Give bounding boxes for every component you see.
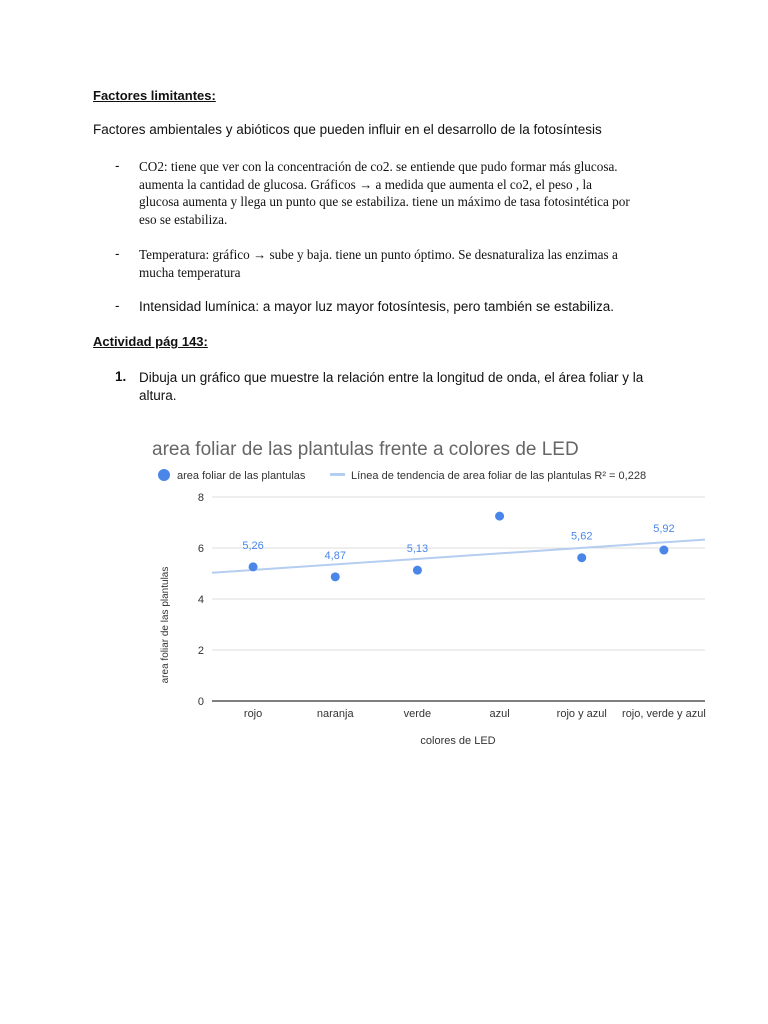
x-tick-label: rojo y azul	[556, 708, 607, 720]
data-label: 5,13	[406, 543, 429, 556]
bullet-line: Intensidad lumínica: a mayor luz mayor fotosíntesis, pero también se estabiliza.	[139, 299, 614, 314]
data-point	[659, 546, 668, 555]
x-tick-label: rojo, verde y azul	[622, 708, 706, 720]
data-point	[495, 512, 504, 521]
bullet-line: CO2: tiene que ver con la concentración de co2. se entiende que pudo formar más glucosa.	[139, 159, 618, 174]
bullet-co2	[139, 158, 679, 228]
data-label: 5,26	[242, 539, 264, 552]
bullet-line: glucosa aumenta y llega un punto que se estabiliza. tiene un máximo de tasa fotosintética por	[139, 194, 630, 209]
x-axis-ticks	[244, 708, 706, 720]
x-tick-label: naranja	[316, 708, 354, 720]
y-tick-label: 2	[197, 645, 204, 657]
leaf-area-chart	[140, 425, 720, 755]
question-line: Dibuja un gráfico que muestre la relación entre la longitud de onda, el área foliar y la	[139, 370, 644, 385]
chart-gridlines	[212, 497, 705, 701]
y-tick-label: 4	[197, 594, 204, 606]
bullet-dash: -	[115, 158, 120, 173]
legend-trendline-marker	[330, 473, 345, 476]
data-label: 4,87	[324, 549, 346, 562]
bullet-intensidad	[139, 298, 679, 316]
question-text	[139, 369, 699, 405]
x-axis-label: colores de LED	[420, 735, 496, 747]
y-tick-label: 0	[197, 696, 204, 708]
bullet-temperatura	[139, 246, 679, 281]
trendline	[212, 540, 705, 573]
question-line: altura.	[139, 388, 177, 403]
actividad-heading: Actividad pág 143:	[93, 334, 208, 349]
bullet-line: mucha temperatura	[139, 264, 241, 280]
question-number: 1.	[115, 369, 127, 384]
bullet-dash: -	[115, 298, 120, 313]
data-label: 5,62	[571, 530, 593, 543]
legend-trendline-label: Línea de tendencia de area foliar de las plantulas R² = 0,228	[351, 470, 647, 482]
data-point	[331, 572, 340, 581]
y-tick-label: 8	[197, 492, 204, 504]
y-tick-label: 6	[197, 543, 204, 555]
data-label: 5,92	[653, 523, 675, 536]
x-tick-label: verde	[403, 708, 432, 720]
legend-series-label: area foliar de las plantulas	[177, 470, 306, 482]
chart-title: area foliar de las plantulas frente a colores de LED	[152, 439, 579, 460]
y-axis-ticks	[198, 492, 204, 708]
bullet-dash: -	[115, 246, 120, 261]
data-point	[577, 553, 586, 562]
bullet-line: aumenta la cantidad de glucosa. Gráficos → a medida que aumenta el co2, el peso , la	[139, 176, 592, 192]
factores-heading: Factores limitantes:	[93, 88, 216, 103]
x-tick-label: rojo	[243, 708, 263, 720]
data-point	[249, 562, 258, 571]
trendline-path	[212, 540, 705, 573]
x-tick-label: azul	[489, 708, 510, 720]
bullet-line: Temperatura: gráfico → sube y baja. tiene un punto óptimo. Se desnaturaliza las enzimas a	[139, 247, 618, 262]
bullet-line: eso se estabiliza.	[139, 211, 228, 227]
y-axis-label: area foliar de las plantulas	[160, 566, 171, 684]
legend-series-marker	[158, 469, 170, 481]
data-point	[413, 566, 422, 575]
intro-paragraph: Factores ambientales y abióticos que pueden influir en el desarrollo de la fotosíntesis	[93, 122, 602, 137]
